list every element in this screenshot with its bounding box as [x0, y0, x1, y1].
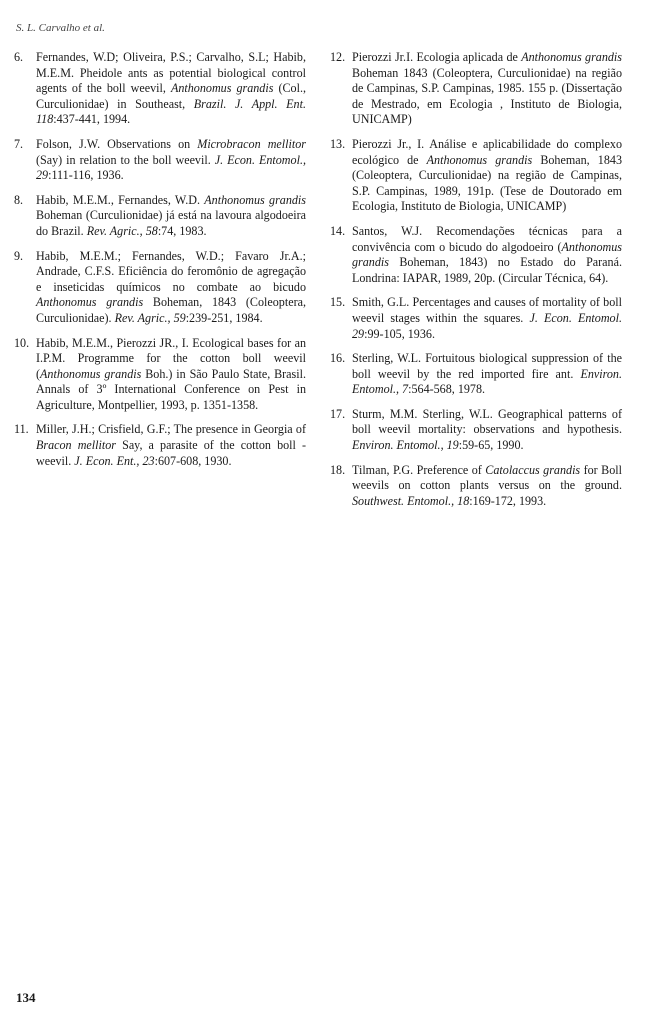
reference-number: 15.: [330, 295, 346, 310]
reference-italic-segment: Bracon mellitor: [36, 438, 116, 453]
reference-number: 6.: [14, 50, 24, 64]
reference-italic-segment: Microbracon mellitor: [197, 136, 306, 151]
reference-text: [352, 407, 622, 454]
reference-segment: Habib, M.E.M.; Fernandes, W.D.; Favaro Jr.A.; Andrade, C.F.S. Eficiência do feromônio de agregação e inseticidas químicos no combate ao bicudo: [36, 248, 306, 294]
reference-italic-segment: Catolaccus grandis: [485, 462, 581, 477]
reference-italic-segment: Anthonomus grandis: [521, 50, 622, 64]
reference-item: [14, 193, 306, 240]
reference-segment: (Say) in relation to the boll weevil.: [36, 152, 215, 167]
reference-segment: :59-65, 1990.: [458, 438, 524, 453]
reference-text: [36, 336, 306, 414]
reference-segment: :437-441, 1994.: [53, 112, 131, 127]
page-number: 134: [16, 990, 36, 1005]
reference-item: [330, 295, 622, 342]
reference-text: [36, 50, 306, 128]
reference-text: [352, 224, 622, 286]
reference-number: 10.: [14, 335, 30, 350]
reference-number: 9.: [14, 248, 24, 263]
reference-number: 11.: [14, 422, 29, 437]
reference-italic-segment: Rev. Agric., 59: [114, 310, 186, 325]
reference-text: [352, 351, 622, 398]
reference-segment: Sturm, M.M. Sterling, W.L. Geographical patterns of boll weevil mortality: observations and hypothesis.: [352, 406, 622, 437]
reference-item: [14, 137, 306, 184]
reference-text: [352, 463, 622, 510]
reference-segment: Tilman, P.G. Preference of: [352, 462, 486, 477]
reference-text: [36, 422, 306, 469]
reference-italic-segment: J. Econ. Entomol., 29: [36, 152, 306, 183]
reference-segment: Santos, W.J. Recomendações técnicas para a convivência com o bicudo do algodoeiro (: [352, 223, 622, 254]
reference-italic-segment: Anthonomus grandis: [170, 81, 274, 96]
reference-segment: :111-116, 1936.: [48, 168, 124, 183]
reference-italic-segment: Southwest. Entomol., 18: [352, 493, 470, 508]
reference-italic-segment: Anthonomus grandis: [36, 295, 144, 310]
reference-segment: Habib, M.E.M., Fernandes, W.D.: [36, 192, 205, 207]
reference-text: [352, 50, 622, 128]
running-head: S. L. Carvalho et al.: [16, 22, 105, 34]
reference-segment: Boh.) in São Paulo State, Brasil. Annals of 3º International Conference on Pest in Agriculture, Montpellier, 1993, p. 1351-1358.: [36, 366, 306, 412]
reference-segment: Fernandes, W.D; Oliveira, P.S.; Carvalho, S.L; Habib, M.E.M. Pheidole ants as potential biological control agents of the boll weevil,: [36, 50, 306, 96]
reference-italic-segment: Anthonomus grandis: [40, 366, 142, 381]
reference-italic-segment: Rev. Agric., 58: [86, 223, 158, 238]
reference-number: 12.: [330, 50, 346, 64]
reference-italic-segment: Anthonomus grandis: [426, 152, 533, 167]
reference-italic-segment: Environ. Entomol., 19: [352, 438, 459, 453]
reference-segment: Sterling, W.L. Fortuitous biological suppression of the boll weevil by the red imported fire ant.: [352, 351, 622, 381]
reference-segment: Boheman (Curculionidae) já está na lavoura algodoeira do Brazil.: [36, 208, 306, 238]
reference-number: 7.: [14, 136, 24, 151]
reference-text: [36, 193, 306, 240]
reference-segment: Boheman, 1843) no Estado do Paraná. Londrina: IAPAR, 1989, 20p. (Circular Técnica, 64).: [352, 255, 622, 285]
reference-italic-segment: Anthonomus grandis: [352, 239, 622, 270]
reference-item: [14, 336, 306, 414]
reference-segment: Miller, J.H.; Crisfield, G.F.; The presence in Georgia of: [36, 422, 306, 437]
reference-segment: :169-172, 1993.: [469, 493, 547, 508]
reference-number: 16.: [330, 351, 346, 366]
reference-item: [330, 50, 622, 128]
reference-segment: :607-608, 1930.: [154, 453, 232, 468]
reference-item: [14, 50, 306, 128]
reference-italic-segment: J. Econ. Ent., 23: [74, 453, 155, 468]
reference-italic-segment: J. Econ. Entomol. 29: [352, 310, 622, 341]
reference-text: [36, 137, 306, 184]
reference-segment: :99-105, 1936.: [364, 326, 435, 341]
reference-segment: Smith, G.L. Percentages and causes of mortality of boll weevil stages within the squares.: [352, 295, 622, 325]
reference-italic-segment: Brazil. J. Appl. Ent. 118: [36, 96, 306, 127]
reference-segment: :74, 1983.: [157, 223, 207, 238]
reference-number: 17.: [330, 406, 346, 421]
reference-segment: Boheman, 1843 (Coleoptera, Curculionidae).: [36, 295, 306, 325]
reference-segment: (Col., Curculionidae) in Southeast,: [36, 81, 307, 111]
reference-number: 14.: [330, 223, 346, 238]
reference-text: [352, 295, 622, 342]
reference-number: 8.: [14, 192, 24, 207]
reference-italic-segment: Anthonomus grandis: [204, 192, 306, 207]
reference-item: [330, 407, 622, 454]
references-column-right: [330, 50, 622, 518]
reference-segment: Say, a parasite of the cotton boll - weevil.: [36, 438, 306, 468]
reference-segment: Boheman 1843 (Coleoptera, Curculionidae) na região de Campinas, S.P. Campinas, 1985. 155 p. (Dissertação de Mestrado, em Ecologia , Instituto de Biologia, UNICAMP): [352, 65, 622, 127]
reference-item: [14, 249, 306, 327]
reference-text: [352, 137, 622, 215]
reference-number: 13.: [330, 136, 346, 151]
reference-segment: :564-568, 1978.: [408, 382, 486, 397]
reference-segment: :239-251, 1984.: [185, 310, 263, 325]
reference-item: [330, 463, 622, 510]
reference-segment: Pierozzi Jr.I. Ecologia aplicada de: [352, 50, 522, 64]
reference-segment: Pierozzi Jr., I. Análise e aplicabilidade do complexo ecológico de: [352, 136, 622, 167]
reference-segment: Folson, J.W. Observations on: [36, 136, 198, 151]
reference-number: 18.: [330, 462, 346, 477]
reference-item: [330, 224, 622, 286]
reference-text: [36, 249, 306, 327]
reference-segment: Habib, M.E.M., Pierozzi JR., I. Ecological bases for an I.P.M. Programme for the cotton boll weevil (: [36, 335, 306, 381]
references-column-left: [14, 50, 306, 478]
reference-item: [330, 137, 622, 215]
reference-segment: for Boll weevils on cotton plants versus on the ground.: [352, 462, 622, 493]
reference-segment: Boheman, 1843 (Coleoptera, Curculionidae) na região de Campinas, S.P. Campinas, 1989, 191p. (Tese de Doutorado em Ecologia, Instituto de Biologia, UNICAMP): [352, 152, 622, 214]
reference-item: [14, 422, 306, 469]
reference-italic-segment: Environ. Entomol., 7: [352, 366, 622, 397]
reference-item: [330, 351, 622, 398]
